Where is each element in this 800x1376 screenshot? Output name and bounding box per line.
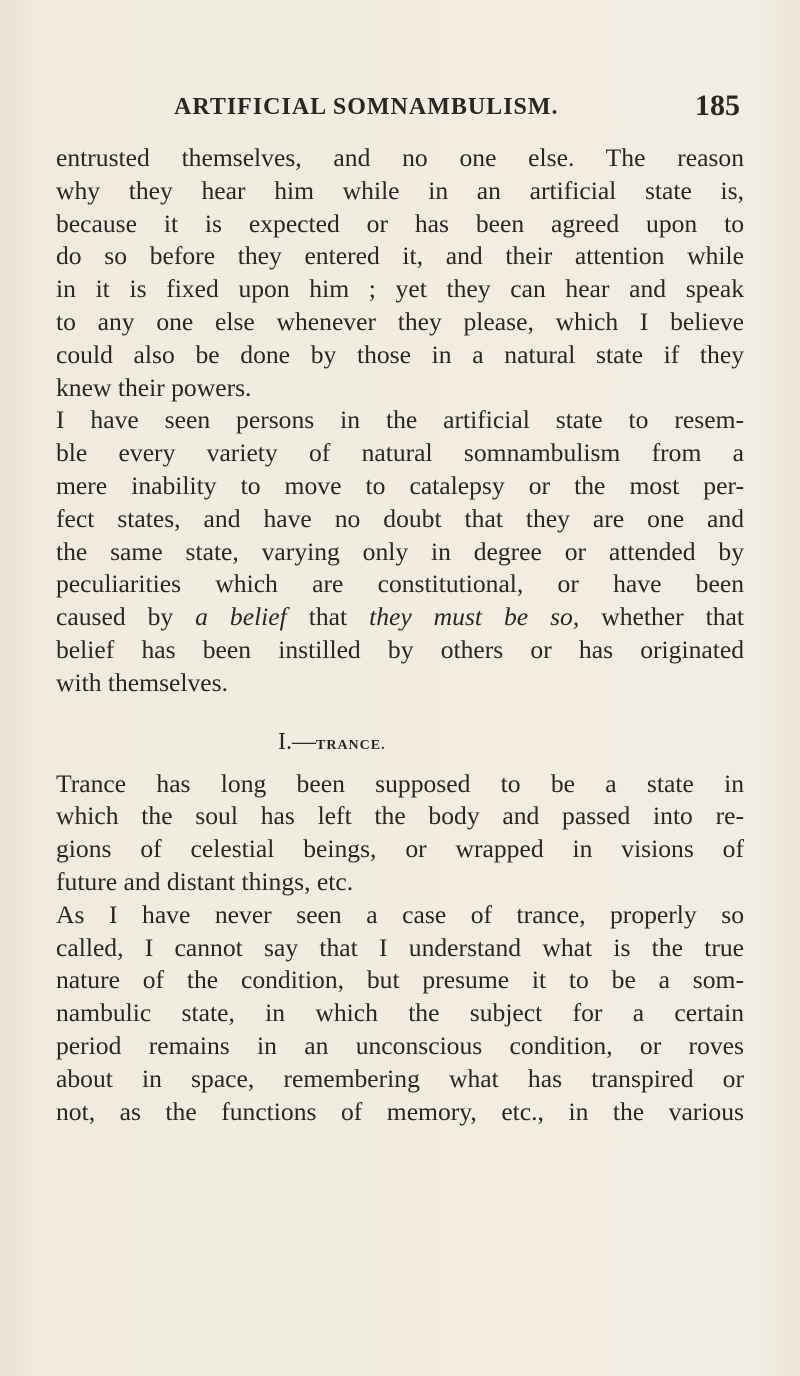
text-line: period remains in an unconscious condition, or roves [56, 1030, 744, 1060]
text-line: not, as the functions of memory, etc., in the various [56, 1096, 744, 1126]
text-line: future and distant things, etc. [56, 866, 354, 896]
text-line: peculiarities which are constitutional, or have been [56, 569, 744, 599]
paragraph-1 [56, 142, 744, 404]
text-line: in it is fixed upon him ; yet they can hear and speak [56, 274, 744, 304]
body-text [56, 142, 744, 1128]
paragraph-2 [56, 404, 744, 699]
text-fragment: whether that [579, 602, 744, 632]
text-line: knew their powers. [56, 372, 252, 402]
running-head: ARTIFICIAL SOMNAMBULISM. [174, 94, 559, 120]
text-line: with themselves. [56, 667, 229, 697]
text-line: gions of celestial beings, or wrapped in visions of [56, 834, 744, 864]
paragraph-3 [56, 768, 744, 899]
text-line: do so before they entered it, and their attention while [56, 241, 744, 271]
text-line: which the soul has left the body and passed into re- [56, 801, 744, 831]
text-line: fect states, and have no doubt that they are one and [56, 503, 744, 533]
text-line: the same state, varying only in degree or attended by [56, 536, 744, 566]
text-line-with-emphasis [56, 601, 744, 634]
section-number: I.— [278, 728, 316, 755]
text-line: As I have never seen a case of trance, properly so [56, 899, 744, 929]
emphasis-text: they must be so, [369, 602, 580, 632]
text-line: to any one else whenever they please, which I believe [56, 306, 744, 336]
text-line: mere inability to move to catalepsy or the most per- [56, 470, 744, 500]
text-line: I have seen persons in the artificial state to resem- [56, 405, 744, 435]
text-line: nature of the condition, but presume it to be a som- [56, 965, 744, 995]
text-fragment: that [286, 602, 370, 632]
text-line: why they hear him while in an artificial state is, [56, 175, 744, 205]
section-title: TRANCE. [316, 737, 386, 753]
section-heading [278, 700, 744, 768]
text-line: could also be done by those in a natural state if they [56, 339, 744, 369]
text-line: entrusted themselves, and no one else. The reason [56, 143, 744, 172]
text-fragment: caused by [56, 602, 196, 632]
page-number: 185 [695, 89, 740, 122]
text-line: Trance has long been supposed to be a state in [56, 768, 744, 798]
paragraph-4 [56, 899, 744, 1129]
text-line: because it is expected or has been agreed upon to [56, 208, 744, 238]
text-line: about in space, remembering what has transpired or [56, 1063, 744, 1093]
text-line: called, I cannot say that I understand what is the true [56, 932, 744, 962]
text-line: nambulic state, in which the subject for a certain [56, 998, 744, 1028]
page-header [56, 89, 744, 132]
emphasis-text: a belief [195, 602, 287, 632]
text-line: belief has been instilled by others or has originated [56, 634, 744, 664]
text-line: ble every variety of natural somnambulism from a [56, 438, 744, 468]
